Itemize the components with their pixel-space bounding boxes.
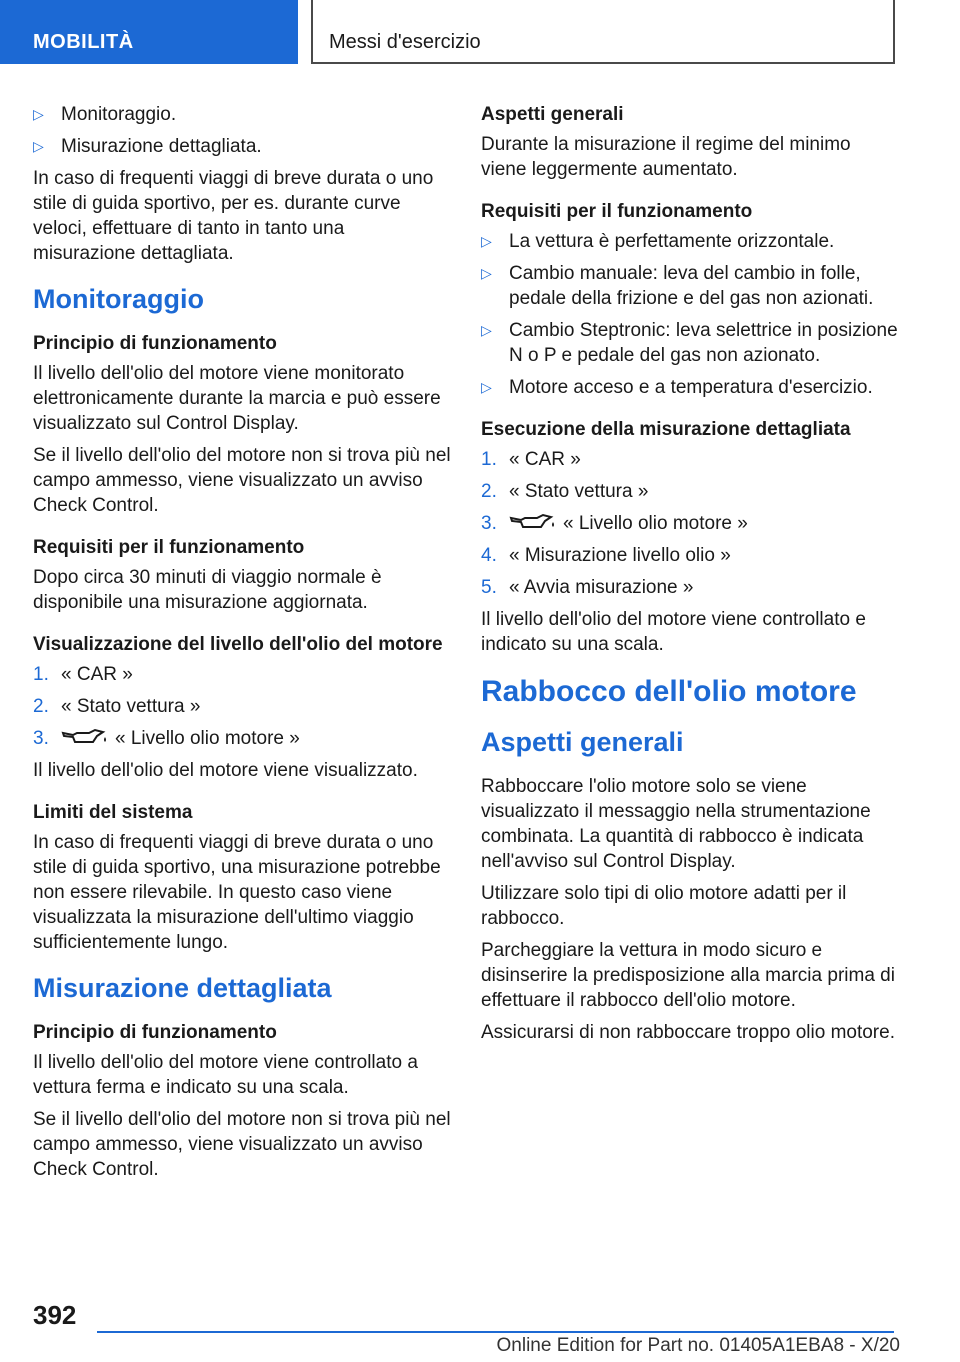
section-heading: Rabbocco dell'olio motore <box>481 675 857 708</box>
paragraph: In caso di frequenti viaggi di breve durata o uno stile di guida sportivo, una misurazione potrebbe non essere rilevabile. In questo caso viene visualizzata la misurazione dell'ultimo viaggio sufficientemente lungo. <box>33 832 441 953</box>
paragraph: Utilizzare solo tipi di olio motore adatti per il rabbocco. <box>481 883 847 929</box>
step-number: 2. <box>481 481 497 502</box>
paragraph: Se il livello dell'olio del motore non si trova più nel campo ammesso, viene visualizzato un avviso Check Control. <box>33 445 451 516</box>
section-title: MOBILITÀ <box>33 31 134 53</box>
paragraph: Il livello dell'olio del motore viene controllato e indicato su una scala. <box>481 609 866 655</box>
step-item: 2. « Stato vettura » <box>481 481 649 502</box>
step-number: 4. <box>481 545 497 566</box>
subheading: Requisiti per il funzionamento <box>481 201 753 222</box>
paragraph: In caso di frequenti viaggi di breve durata o uno stile di guida sportivo, per es. durante curve veloci, effettuare di tanto in tanto una misurazione dettagliata. <box>33 168 434 264</box>
step-number: 1. <box>33 664 49 685</box>
triangle-bullet-icon: ▷ <box>481 379 492 395</box>
subheading: Limiti del sistema <box>33 802 193 823</box>
chapter-tab <box>311 0 895 64</box>
step-number: 1. <box>481 449 497 470</box>
edition-footer: Online Edition for Part no. 01405A1EBA8 - X/20 <box>496 1335 900 1356</box>
triangle-bullet-icon: ▷ <box>481 322 492 338</box>
subheading: Esecuzione della misurazione dettagliata <box>481 419 851 440</box>
triangle-bullet-icon: ▷ <box>481 265 492 281</box>
subheading: Principio di funzionamento <box>33 1022 277 1043</box>
paragraph: Il livello dell'olio del motore viene visualizzato. <box>33 760 418 781</box>
step-item: 1. « CAR » <box>481 449 581 470</box>
subheading: Requisiti per il funzionamento <box>33 537 305 558</box>
step-number: 3. <box>33 728 49 749</box>
list-item: ▷ Cambio manuale: leva del cambio in folle, pedale della frizione e del gas non azionati. <box>481 263 874 309</box>
oil-can-icon <box>61 728 107 746</box>
paragraph: Il livello dell'olio del motore viene monitorato elettronicamente durante la marcia e può essere visualizzato sul Control Display. <box>33 363 441 434</box>
step-item: 3. « Livello olio motore » <box>481 513 748 534</box>
paragraph: Durante la misurazione il regime del minimo viene leggermente aumentato. <box>481 134 851 180</box>
section-heading: Misurazione dettagliata <box>33 973 332 1003</box>
paragraph: Se il livello dell'olio del motore non si trova più nel campo ammesso, viene visualizzato un avviso Check Control. <box>33 1109 451 1180</box>
list-item: ▷ Cambio Steptronic: leva selettrice in posizione N o P e pedale del gas non azionato. <box>481 320 898 366</box>
paragraph: Rabboccare l'olio motore solo se viene visualizzato il messaggio nella strumentazione combinata. La quantità di rabbocco è indicata nell'avviso sul Control Display. <box>481 776 871 872</box>
list-item: ▷ La vettura è perfettamente orizzontale. <box>481 231 835 252</box>
paragraph: Assicurarsi di non rabboccare troppo olio motore. <box>481 1022 895 1043</box>
step-number: 5. <box>481 577 497 598</box>
step-item: 4. « Misurazione livello olio » <box>481 545 731 566</box>
step-number: 2. <box>33 696 49 717</box>
triangle-bullet-icon: ▷ <box>33 138 44 154</box>
section-subheading: Aspetti generali <box>481 727 684 757</box>
page-number: 392 <box>33 1300 77 1330</box>
subheading: Visualizzazione del livello dell'olio del motore <box>33 634 443 655</box>
list-item: ▷ Monitoraggio. <box>33 104 177 125</box>
oil-can-icon <box>509 513 555 531</box>
subheading: Aspetti generali <box>481 104 624 125</box>
list-item: ▷ Motore acceso e a temperatura d'esercizio. <box>481 377 873 398</box>
step-item: 5. « Avvia misurazione » <box>481 577 694 598</box>
paragraph: Parcheggiare la vettura in modo sicuro e disinserire la predisposizione alla marcia prima di effettuare il rabbocco dell'olio motore. <box>481 940 895 1011</box>
subheading: Principio di funzionamento <box>33 333 277 354</box>
step-item: 2. « Stato vettura » <box>33 696 201 717</box>
paragraph: Il livello dell'olio del motore viene controllato a vettura ferma e indicato su una scala. <box>33 1052 418 1098</box>
triangle-bullet-icon: ▷ <box>33 106 44 122</box>
section-heading: Monitoraggio <box>33 284 204 314</box>
step-number: 3. <box>481 513 497 534</box>
step-item: 3. « Livello olio motore » <box>33 728 300 749</box>
step-item: 1. « CAR » <box>33 664 133 685</box>
paragraph: Dopo circa 30 minuti di viaggio normale è disponibile una misurazione aggiornata. <box>33 567 382 613</box>
triangle-bullet-icon: ▷ <box>481 233 492 249</box>
section-tab <box>0 0 298 64</box>
left-column <box>33 102 451 1189</box>
list-item: ▷ Misurazione dettagliata. <box>33 136 262 157</box>
right-column <box>481 102 899 1052</box>
footer-divider <box>97 1331 894 1333</box>
chapter-title: Messi d'esercizio <box>329 31 481 53</box>
